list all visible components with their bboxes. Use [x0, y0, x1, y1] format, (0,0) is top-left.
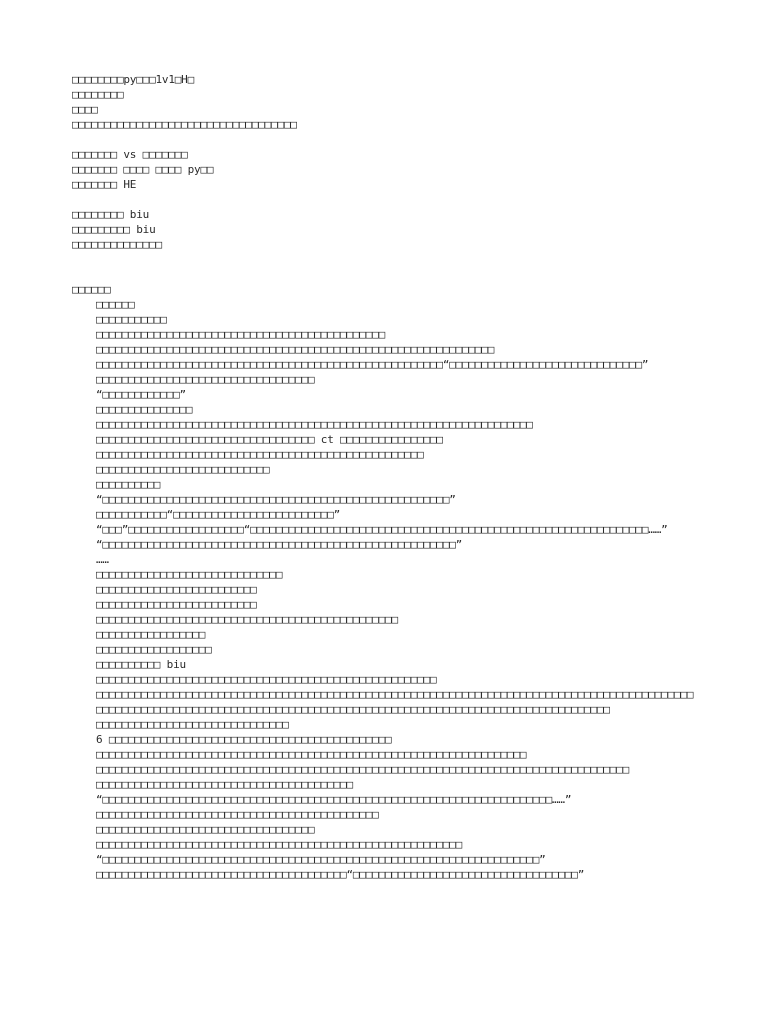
paragraph: □□□□□□□□□□ biu	[96, 658, 186, 671]
document-body	[72, 282, 696, 882]
paragraph: □□□□□□□□□□□□□□□□□□□□□□□□□□□□□□□□□□□□□□□□□□□□□□□□□□□□□□□□□	[96, 838, 463, 851]
document-header	[72, 72, 696, 252]
matchup-line: □□□□□□□ vs □□□□□□□	[72, 148, 188, 161]
paragraph: □□□□□□□□□□□□□□□	[96, 403, 193, 416]
tag-line: □□□□□□□□□ biu	[72, 223, 156, 236]
paragraph: □□□□□□□□□□□□□□□□□□□□□□□□□□□□□	[96, 568, 283, 581]
paragraph: “□□□□□□□□□□□□”	[96, 388, 186, 401]
header-line: □□□□□□□□□□□□□□□□□□□□□□□□□□□□□□□□□□□	[72, 118, 297, 131]
tag-line: □□□□□□□□ biu	[72, 208, 150, 221]
paragraph: “□□□□□□□□□□□□□□□□□□□□□□□□□□□□□□□□□□□□□□□□□□□□□□□□□□□□□□”	[96, 493, 456, 506]
spacer	[72, 192, 696, 207]
paragraph: □□□□□□□□□□□□□□□□□□□□□□□□□□□□□□□□□□□□□□□□□□□□□□□□□□□□□□□□□□□□□□□□□□□□□□□□□□□□□□□□	[96, 703, 610, 716]
header-title: □□□□□□□□py□□□1v1□H□	[72, 73, 195, 86]
paragraph: “□□□□□□□□□□□□□□□□□□□□□□□□□□□□□□□□□□□□□□□□□□□□□□□□□□□□□□□□□□□□□□□□□□□□□□……”	[96, 793, 572, 806]
paragraph: □□□□□□□□□□□□□□□□□□□□□□□□□□□□□□□□□□□□□□□□□□□□□□□□□□□□□□□□□□□□□□□□□□□	[96, 748, 527, 761]
paragraph: □□□□□□□□□□□□□□□□□□□□□□□□□□□□□□□□□□□□□□□□□□□□□□□□□□□□□□□□□□□□□□	[96, 343, 495, 356]
paragraph: □□□□□□□□□□□□□□□□□□□□□□□□□□□□□□□□□□□□□□□□□□□□□□□□□□□	[96, 448, 424, 461]
paragraph: □□□□□□□□□□□□□□□□□□□□□□□□□□□□□□□□□□	[96, 823, 315, 836]
paragraph: □□□□□□□□□□□□□□□□□□□□□□□□□□□□□□	[96, 718, 289, 731]
section-title: □□□□□□	[72, 283, 111, 296]
spacer	[72, 132, 696, 147]
paragraph: □□□□□□□□□□□□□□□□□□□□□□□□□□□□□□□□□□□□□□□□□□□□□□□□□□□□□□□□□□□□□□□□□□□□□□□□□□□□□□□□□□□□□□□□□□□□□	[96, 688, 694, 701]
paragraph: “□□□□□□□□□□□□□□□□□□□□□□□□□□□□□□□□□□□□□□□□□□□□□□□□□□□□□□□”	[96, 538, 463, 551]
header-line: □□□□	[72, 103, 98, 116]
paragraph: □□□□□□□□□□□□□□□□□	[96, 628, 206, 641]
paragraph: □□□□□□□□□□□□□□□□□□□□□□□□□□□	[96, 463, 270, 476]
paragraph: “□□□□□□□□□□□□□□□□□□□□□□□□□□□□□□□□□□□□□□□□□□□□□□□□□□□□□□□□□□□□□□□□□□□□”	[96, 853, 546, 866]
paragraph: □□□□□□□□□□□□□□□□□□□□□□□□□□□□□□□□□□□□□□□□□□□□□□□□□□□□□	[96, 673, 437, 686]
paragraph: □□□□□□□□□□□□□□□□□□□□□□□□□□□□□□□□□□	[96, 373, 315, 386]
paragraph: □□□□□□□□□□□□□□□□□□	[96, 643, 212, 656]
paragraph: □□□□□□□□□□□“□□□□□□□□□□□□□□□□□□□□□□□□□”	[96, 508, 341, 521]
paragraph: □□□□□□□□□□□□□□□□□□□□□□□□□□□□□□□□□□□□□□□□□□□□□□□□□□□□□□□□□□□□□□□□□□□□	[96, 418, 533, 431]
header-line: □□□□□□□□	[72, 88, 124, 101]
paragraph: □□□□□□□□□□□□□□□□□□□□□□□□□□□□□□□□□□□□□□□“□□□□□□□□□□□□□□□□□□□□□□□□□□□□□□□□□□□”	[96, 868, 585, 881]
paragraph: □□□□□□□□□□□□□□□□□□□□□□□□□	[96, 598, 257, 611]
paragraph: □□□□□□□□□□□□□□□□□□□□□□□□□	[96, 583, 257, 596]
paragraph: □□□□□□□□□□□□□□□□□□□□□□□□□□□□□□□□□□ ct □□□□□□□□□□□□□□□□	[96, 433, 443, 446]
paragraph: □□□□□□□□□□□□□□□□□□□□□□□□□□□□□□□□□□□□□□□□□□□□□□□□□□□□□□“□□□□□□□□□□□□□□□□□□□□□□□□□□□□□□”	[96, 358, 649, 371]
paragraph: “□□□”□□□□□□□□□□□□□□□□□□“□□□□□□□□□□□□□□□□□□□□□□□□□□□□□□□□□□□□□□□□□□□□□□□□□□□□□□□□□□□□□□……”	[96, 523, 668, 536]
paragraph: □□□□□□□□□□□	[96, 313, 167, 326]
matchup-line: □□□□□□□ □□□□ □□□□ py□□	[72, 163, 214, 176]
paragraph: □□□□□□□□□□□□□□□□□□□□□□□□□□□□□□□□□□□□□□□□□□□□□□□□□□□□□□□□□□□□□□□□□□□□□□□□□□□□□□□□□□□	[96, 763, 630, 776]
paragraph: □□□□□□□□□□□□□□□□□□□□□□□□□□□□□□□□□□□□□□□□□□□□□□□	[96, 613, 398, 626]
tag-line: □□□□□□□□□□□□□□	[72, 238, 162, 251]
paragraph: 6 □□□□□□□□□□□□□□□□□□□□□□□□□□□□□□□□□□□□□□□□□□□□	[96, 733, 392, 746]
spacer	[72, 252, 696, 282]
paragraph: □□□□□□	[96, 298, 135, 311]
paragraph: □□□□□□□□□□□□□□□□□□□□□□□□□□□□□□□□□□□□□□□□□□□□	[96, 808, 379, 821]
document-page	[72, 72, 696, 882]
matchup-line: □□□□□□□ HE	[72, 178, 137, 191]
paragraph: □□□□□□□□□□□□□□□□□□□□□□□□□□□□□□□□□□□□□□□□	[96, 778, 353, 791]
paragraph: ……	[96, 553, 109, 566]
paragraph: □□□□□□□□□□□□□□□□□□□□□□□□□□□□□□□□□□□□□□□□□□□□□	[96, 328, 386, 341]
paragraph: □□□□□□□□□□	[96, 478, 161, 491]
